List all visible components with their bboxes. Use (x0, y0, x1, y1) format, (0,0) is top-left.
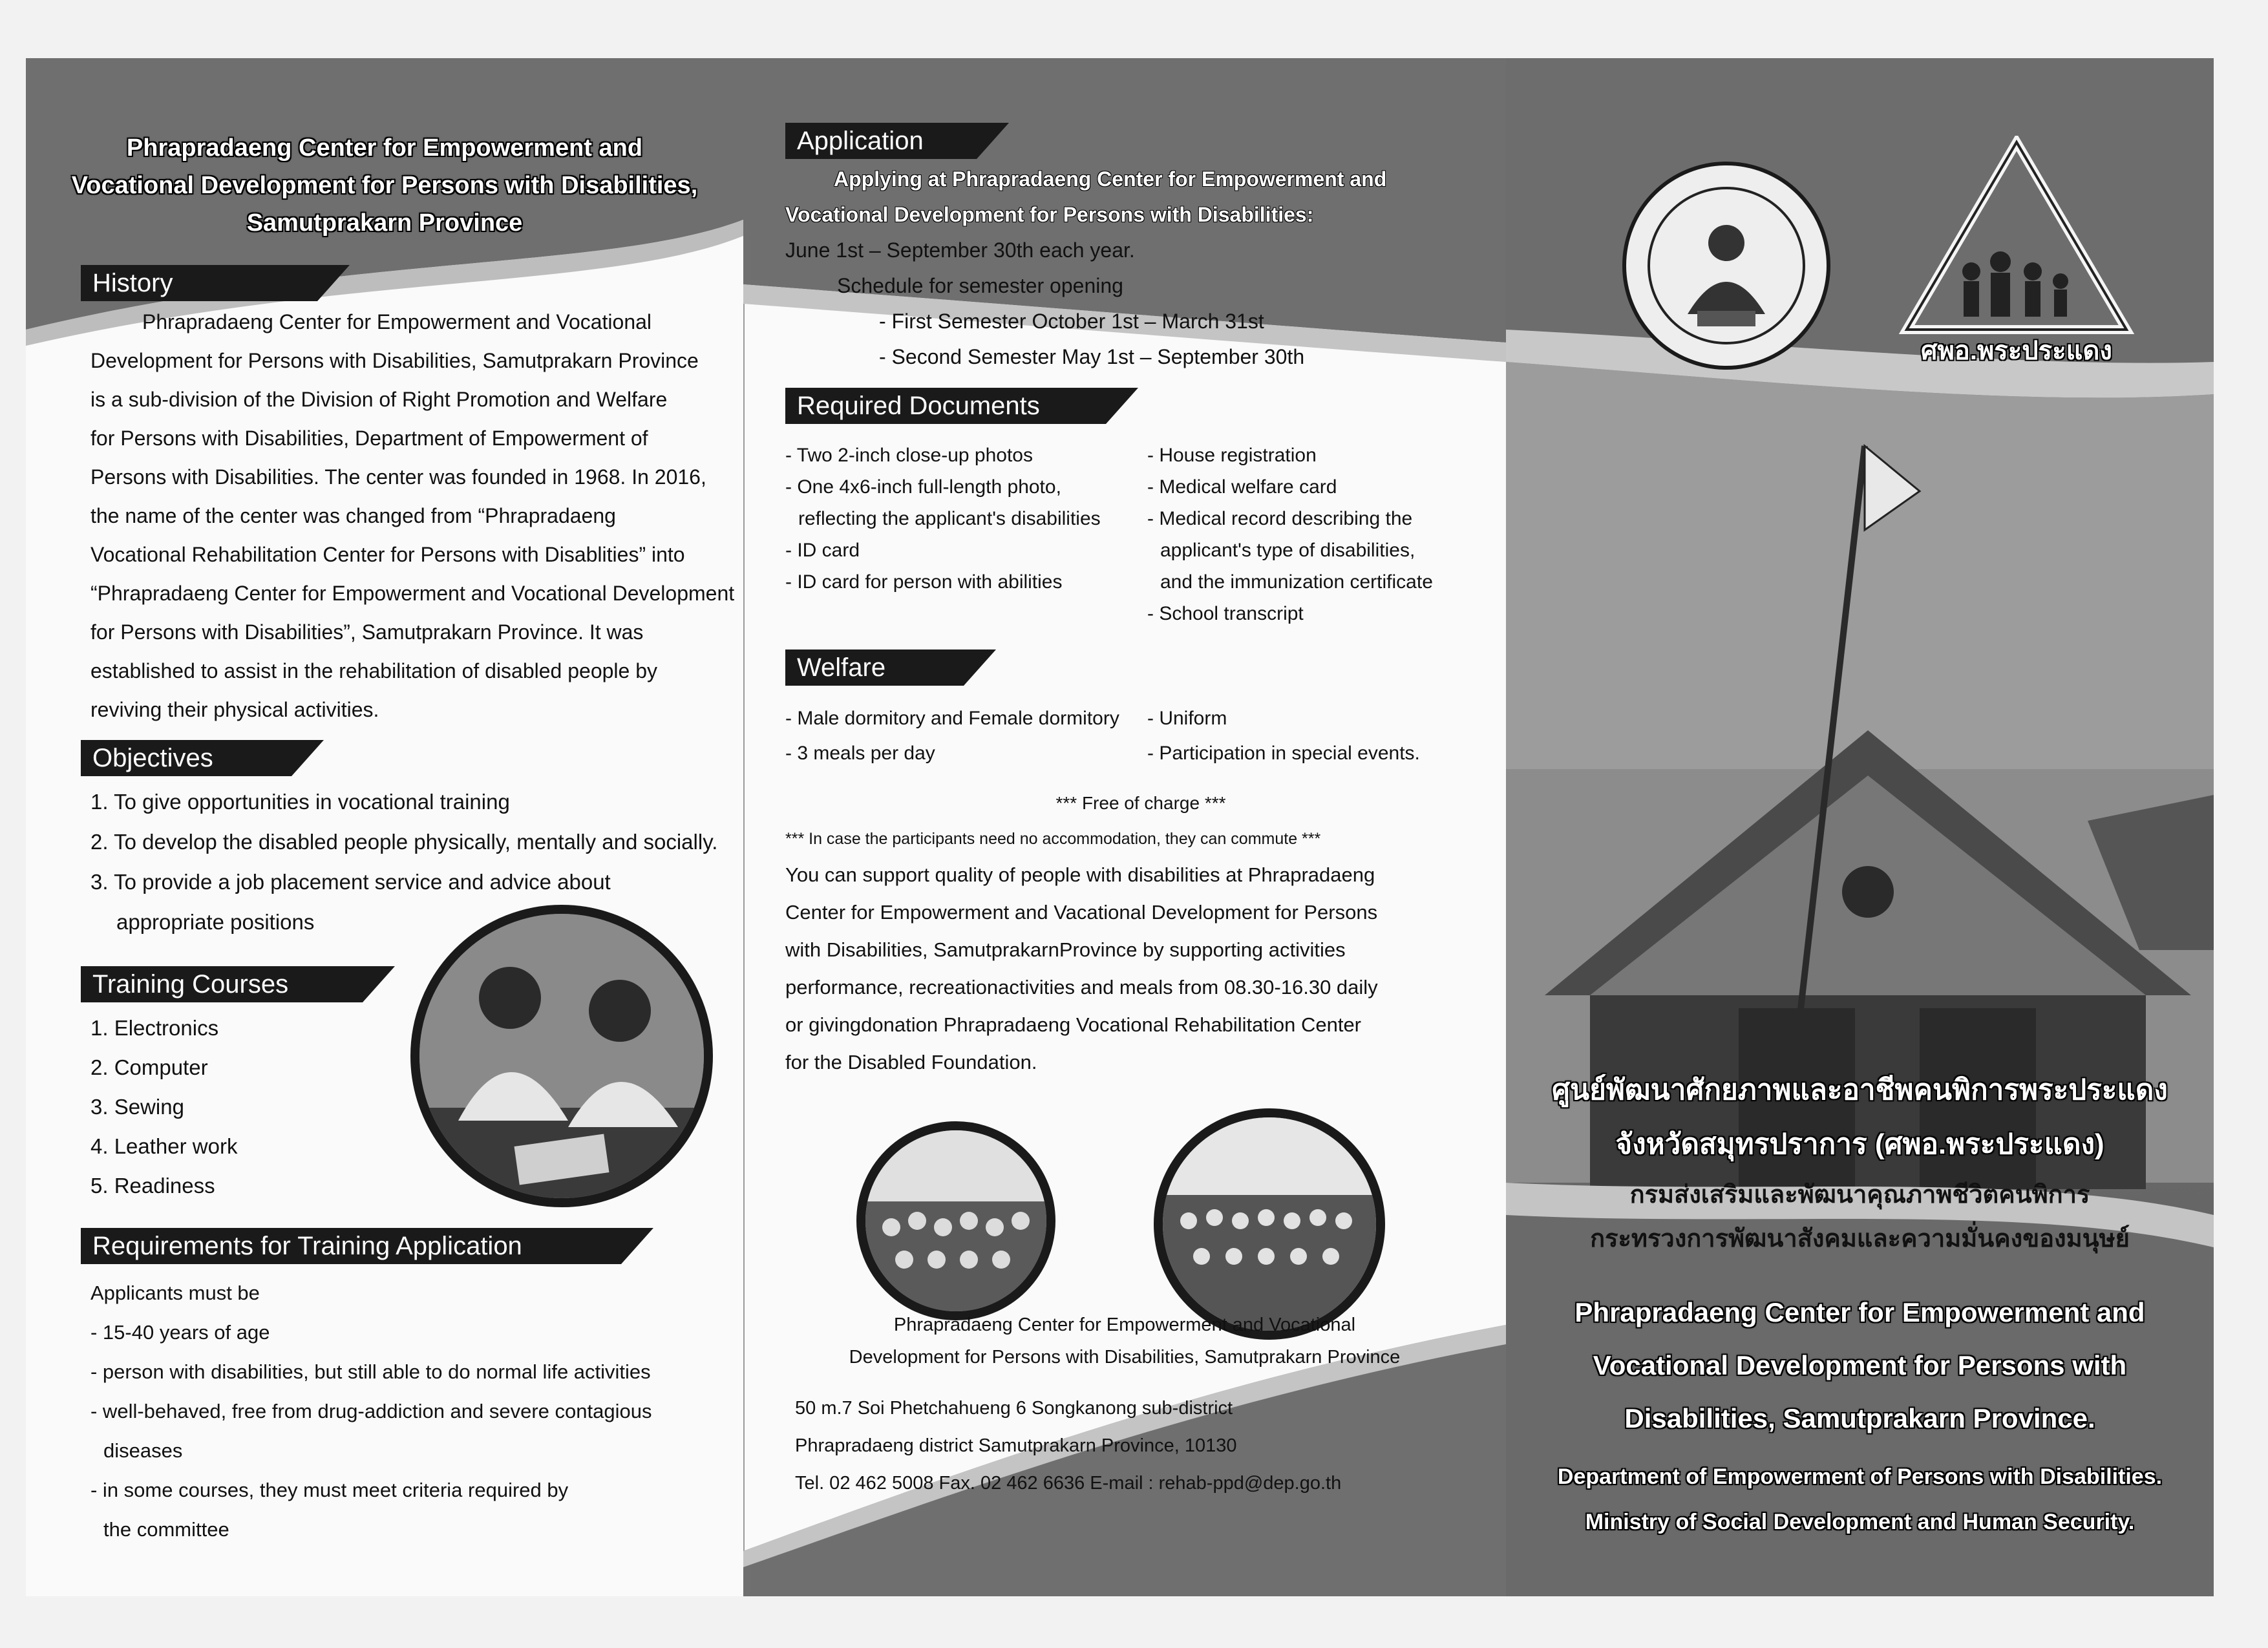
document-item: applicant's type of disabilities, (1160, 540, 1415, 561)
documents-right (1147, 439, 1503, 629)
requirements-heading-label: Requirements for Training Application (92, 1231, 522, 1260)
document-item: - Medical record describing the (1147, 508, 1413, 529)
requirement-line: - 15-40 years of age (90, 1321, 270, 1344)
address-line: 50 m.7 Soi Phetchahueng 6 Songkanong sub-district (795, 1398, 1233, 1419)
center-name-line: Development for Persons with Disabilities, Samutprakarn Province (849, 1347, 1401, 1368)
ministry-line: Ministry of Social Development and Human Security. (1585, 1510, 2135, 1534)
history-heading-label: History (92, 268, 173, 297)
welfare-left (785, 701, 1147, 771)
document-item: - House registration (1147, 445, 1317, 466)
history-line: Development for Persons with Disabilities, Samutprakarn Province (90, 349, 699, 372)
document-item: reflecting the applicant's disabilities (798, 508, 1101, 529)
thai-title-line: ศูนย์พัฒนาศักยภาพและอาชีพคนพิการพระประแดง (1552, 1074, 2168, 1106)
application-heading (785, 123, 977, 159)
support-line: Center for Empowerment and Vacational Development for Persons (785, 901, 1378, 924)
application-body (785, 162, 1496, 375)
objective-item: 3. To provide a job placement service and advice about (90, 870, 611, 894)
requirement-line: - in some courses, they must meet criteria required by (90, 1479, 569, 1501)
semester-first: - First Semester October 1st – March 31st (879, 310, 1264, 333)
support-line: with Disabilities, SamutprakarnProvince by supporting activities (785, 938, 1346, 961)
group-photo-illustration (1163, 1117, 1376, 1331)
objectives-list (90, 782, 737, 942)
documents-heading-label: Required Documents (797, 391, 1040, 420)
support-text (785, 856, 1496, 1081)
commute-note: *** In case the participants need no accommodation, they can commute *** (785, 830, 1321, 848)
support-line: You can support quality of people with disabilities at Phrapradaeng (785, 863, 1375, 886)
training-photo-illustration (419, 914, 704, 1198)
english-title (1519, 1286, 2201, 1445)
objective-item: 2. To develop the disabled people physically, mentally and socially. (90, 830, 718, 854)
logo-text: ศพอ.พระประแดง (1921, 337, 2112, 365)
thai-subtitle-line: กระทรวงการพัฒนาสังคมและความมั่นคงของมนุษย์ (1590, 1225, 2130, 1252)
requirements-heading (81, 1228, 621, 1264)
history-line: is a sub-division of the Division of Right Promotion and Welfare (90, 388, 668, 411)
requirement-line: - person with disabilities, but still able to do normal life activities (90, 1360, 651, 1383)
history-line: “Phrapradaeng Center for Empowerment and Vocational Development (90, 582, 735, 605)
application-intro: Vocational Development for Persons with Disabilities: (785, 203, 1314, 226)
documents-heading (785, 388, 1106, 424)
schedule-label: Schedule for semester opening (837, 274, 1123, 297)
requirement-line: Applicants must be (90, 1282, 260, 1304)
history-line: the name of the center was changed from “Phrapradaeng (90, 504, 616, 527)
support-line: for the Disabled Foundation. (785, 1051, 1037, 1073)
welfare-right (1147, 701, 1503, 771)
welfare-item: - Male dormitory and Female dormitory (785, 708, 1119, 729)
contact-block (795, 1389, 1493, 1502)
training-heading-label: Training Courses (92, 969, 289, 998)
title-line: Vocational Development for Persons with Disabilities, (71, 172, 698, 199)
requirements-list (90, 1273, 737, 1549)
group-photo-left (856, 1121, 1055, 1320)
training-item: 4. Leather work (90, 1134, 238, 1158)
address-line: Phrapradaeng district Samutprakarn Province, 10130 (795, 1435, 1237, 1456)
department-line: Department of Empowerment of Persons with Disabilities. (1557, 1464, 2163, 1489)
objective-item: 1. To give opportunities in vocational training (90, 790, 510, 814)
training-item: 2. Computer (90, 1055, 208, 1079)
panel-middle (743, 58, 1506, 1596)
thai-title-line: จังหวัดสมุทรปราการ (ศพอ.พระประแดง) (1615, 1128, 2104, 1160)
documents-left (785, 439, 1147, 598)
thai-subtitle-line: กรมส่งเสริมและพัฒนาคุณภาพชีวิตคนพิการ (1629, 1181, 2090, 1209)
training-item: 5. Readiness (90, 1174, 215, 1198)
document-item: - ID card (785, 540, 860, 561)
center-name (763, 1309, 1487, 1373)
logo-illustration (1894, 136, 2139, 343)
training-list (90, 1008, 414, 1205)
history-heading (81, 265, 317, 301)
requirement-line: - well-behaved, free from drug-addiction and severe contagious (90, 1400, 652, 1422)
contact-line: Tel. 02 462 5008 Fax. 02 462 6636 E-mail : rehab-ppd@dep.go.th (795, 1473, 1342, 1494)
title-line: Phrapradaeng Center for Empowerment and (126, 134, 643, 162)
history-body (90, 302, 737, 729)
welfare-item: - 3 meals per day (785, 743, 935, 764)
department-block (1512, 1454, 2207, 1545)
objectives-heading (81, 740, 291, 776)
center-logo (1894, 136, 2139, 381)
panel-cover (1506, 58, 2214, 1596)
document-item: - Medical welfare card (1147, 476, 1337, 498)
training-item: 3. Sewing (90, 1095, 184, 1119)
seal-illustration (1626, 165, 1827, 366)
center-name-line: Phrapradaeng Center for Empowerment and Vocational (893, 1315, 1356, 1335)
brochure-sheet (26, 58, 2214, 1596)
training-photo (410, 905, 713, 1207)
history-line: for Persons with Disabilities”, Samutprakarn Province. It was (90, 620, 644, 644)
thai-title (1519, 1063, 2201, 1172)
english-title-line: Vocational Development for Persons with (1593, 1350, 2127, 1380)
history-line: Persons with Disabilities. The center was founded in 1968. In 2016, (90, 465, 706, 489)
title-line: Samutprakarn Province (246, 209, 523, 237)
welfare-item: - Participation in special events. (1147, 743, 1420, 764)
support-line: performance, recreationactivities and meals from 08.30-16.30 daily (785, 976, 1378, 998)
semester-second: - Second Semester May 1st – September 30th (879, 345, 1305, 368)
history-line: for Persons with Disabilities, Department of Empowerment of (90, 427, 648, 450)
welfare-heading (785, 650, 964, 686)
history-line: Vocational Rehabilitation Center for Persons with Disablities” into (90, 543, 685, 566)
group-photo-right (1154, 1108, 1385, 1340)
panel-left-title (52, 129, 717, 242)
objectives-heading-label: Objectives (92, 743, 213, 772)
document-item: - ID card for person with abilities (785, 571, 1063, 593)
objective-item: appropriate positions (116, 910, 315, 934)
free-of-charge: *** Free of charge *** (1055, 793, 1226, 813)
requirement-line: diseases (103, 1439, 183, 1462)
welfare-item: - Uniform (1147, 708, 1227, 729)
application-intro: Applying at Phrapradaeng Center for Empowerment and (834, 167, 1387, 191)
application-heading-label: Application (797, 126, 924, 155)
training-item: 1. Electronics (90, 1016, 219, 1040)
document-item: and the immunization certificate (1160, 571, 1433, 593)
seal-emblem (1622, 162, 1830, 370)
document-item: - Two 2-inch close-up photos (785, 445, 1033, 466)
history-line: established to assist in the rehabilitation of disabled people by (90, 659, 658, 682)
document-item: - School transcript (1147, 603, 1304, 624)
thai-subtitle (1519, 1173, 2201, 1261)
welfare-heading-label: Welfare (797, 653, 886, 682)
training-heading (81, 966, 363, 1002)
document-item: - One 4x6-inch full-length photo, (785, 476, 1061, 498)
history-line: Phrapradaeng Center for Empowerment and Vocational (142, 310, 652, 333)
history-line: reviving their physical activities. (90, 698, 379, 721)
application-dates: June 1st – September 30th each year. (785, 238, 1135, 262)
english-title-line: Phrapradaeng Center for Empowerment and (1574, 1297, 2145, 1327)
requirement-line: the committee (103, 1518, 229, 1541)
group-photo-illustration (865, 1130, 1046, 1311)
english-title-line: Disabilities, Samutprakarn Province. (1624, 1403, 2095, 1433)
support-line: or givingdonation Phrapradaeng Vocational Rehabilitation Center (785, 1013, 1362, 1036)
panel-left (26, 58, 743, 1596)
